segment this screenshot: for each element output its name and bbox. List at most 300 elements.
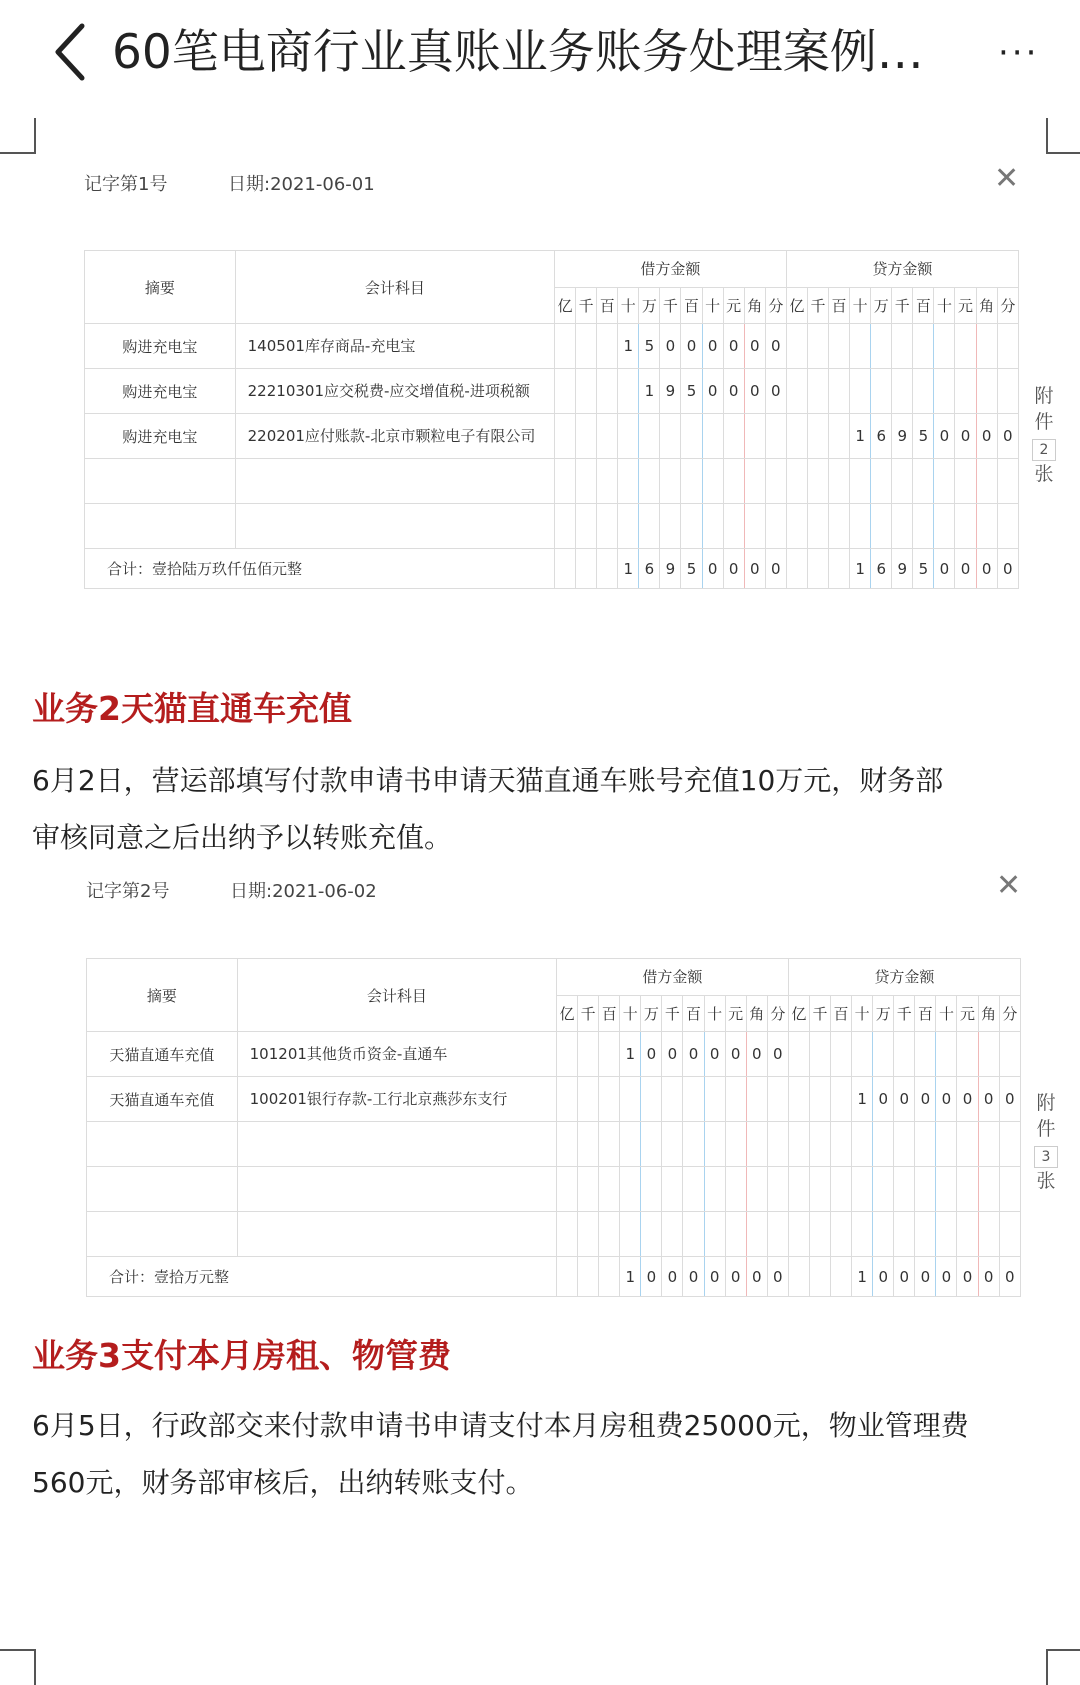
credit-digit [934,459,955,504]
debit-digit [597,459,618,504]
credit-digit: 5 [913,414,934,459]
section-heading: 业务2天猫直通车充值 [32,689,352,728]
credit-digit [809,1077,830,1122]
voucher-date: 日期:2021-06-02 [230,881,377,902]
credit-digit: 0 [936,1257,957,1297]
row-account: 220201应付账款-北京市颗粒电子有限公司 [235,414,554,459]
unit-header: 十 [850,287,871,324]
total-row [87,1257,1021,1297]
credit-digit: 6 [871,414,892,459]
debit-digit: 0 [765,324,786,369]
credit-digit [894,1212,915,1257]
row-summary: 天猫直通车充值 [87,1032,238,1077]
debit-digit: 0 [702,324,723,369]
debit-digit: 0 [765,549,786,589]
row-account [237,1167,556,1212]
credit-digit [852,1032,873,1077]
credit-digit [807,459,828,504]
debit-digit [683,1212,704,1257]
voucher-date: 日期:2021-06-01 [228,174,375,195]
credit-digit [957,1122,978,1167]
table-row [87,1167,1021,1212]
debit-digit: 1 [620,1032,641,1077]
debit-digit [765,414,786,459]
debit-digit [639,414,660,459]
debit-digit [578,1257,599,1297]
unit-header: 百 [913,287,934,324]
credit-digit [894,1167,915,1212]
debit-digit [557,1167,578,1212]
unit-header: 亿 [557,995,578,1032]
paragraph-line: 6月2日，营运部填写付款申请书申请天猫直通车账号充值10万元，财务部 [32,764,944,797]
debit-digit [744,459,765,504]
credit-digit [873,1212,894,1257]
crop-mark-top-left [0,118,36,154]
row-account: 100201银行存款-工行北京燕莎东支行 [237,1077,556,1122]
unit-header: 元 [723,287,744,324]
debit-digit [702,414,723,459]
debit-digit [620,1077,641,1122]
debit-digit [704,1077,725,1122]
credit-digit [807,369,828,414]
row-account [237,1212,556,1257]
account-header: 会计科目 [237,959,556,1032]
credit-digit: 0 [997,549,1018,589]
unit-header: 分 [997,287,1018,324]
debit-digit: 5 [681,369,702,414]
credit-digit: 9 [892,414,913,459]
debit-digit [725,1212,746,1257]
paragraph-line: 560元，财务部审核后，出纳转账支付。 [32,1466,534,1499]
unit-header: 万 [873,995,894,1032]
credit-digit [871,504,892,549]
credit-digit [957,1212,978,1257]
debit-digit [599,1167,620,1212]
row-account: 140501库存商品-充电宝 [235,324,554,369]
credit-digit [957,1167,978,1212]
debit-digit: 0 [641,1032,662,1077]
voucher-table [86,958,1021,1297]
debit-digit: 1 [639,369,660,414]
credit-digit: 0 [997,414,1018,459]
table-row [85,414,1019,459]
credit-digit [786,549,807,589]
debit-digit [704,1122,725,1167]
credit-digit [892,504,913,549]
unit-header: 分 [767,995,788,1032]
row-account [235,504,554,549]
credit-digit [788,1212,809,1257]
credit-digit: 0 [915,1077,936,1122]
credit-digit: 0 [999,1077,1020,1122]
debit-digit [557,1077,578,1122]
credit-digit: 1 [850,549,871,589]
page-title: 60笔电商行业真账业务账务处理案例… [112,25,924,80]
table-row [87,1032,1021,1077]
credit-digit [957,1032,978,1077]
credit-digit [850,504,871,549]
debit-digit: 0 [681,324,702,369]
table-row [85,504,1019,549]
debit-digit: 0 [662,1032,683,1077]
debit-digit [662,1077,683,1122]
unit-header: 十 [704,995,725,1032]
row-summary: 购进充电宝 [85,414,236,459]
credit-digit [852,1167,873,1212]
credit-digit [786,459,807,504]
table-row [85,459,1019,504]
debit-digit: 0 [746,1032,767,1077]
credit-digit [915,1122,936,1167]
debit-digit: 0 [725,1257,746,1297]
credit-digit [829,369,850,414]
credit-digit [871,369,892,414]
credit-digit [999,1212,1020,1257]
debit-digit [620,1167,641,1212]
credit-digit [999,1167,1020,1212]
debit-digit [662,1122,683,1167]
credit-digit [978,1167,999,1212]
credit-digit [955,324,976,369]
credit-digit [850,369,871,414]
credit-digit [936,1032,957,1077]
debit-digit [578,1167,599,1212]
credit-digit: 0 [934,549,955,589]
credit-digit [955,504,976,549]
credit-digit [934,324,955,369]
debit-header: 借方金额 [557,959,789,996]
credit-digit: 0 [978,1257,999,1297]
debit-digit [597,414,618,459]
credit-digit [913,369,934,414]
unit-header: 十 [702,287,723,324]
debit-digit [704,1167,725,1212]
debit-digit [767,1122,788,1167]
credit-digit [831,1212,852,1257]
attach-count-value: 3 [1034,1146,1058,1168]
credit-digit [934,369,955,414]
credit-digit: 0 [976,414,997,459]
credit-digit [894,1122,915,1167]
credit-digit [955,369,976,414]
total-text: 合计：壹拾万元整 [87,1257,557,1297]
credit-digit [915,1167,936,1212]
debit-digit [767,1167,788,1212]
attach-count-value: 2 [1032,439,1056,461]
debit-digit [597,549,618,589]
credit-digit [829,549,850,589]
attach-label: 件 [1036,1118,1056,1140]
debit-digit [597,504,618,549]
debit-digit [641,1212,662,1257]
debit-digit [765,504,786,549]
credit-digit: 0 [957,1257,978,1297]
debit-digit: 0 [744,324,765,369]
credit-digit [809,1212,830,1257]
credit-digit [831,1257,852,1297]
credit-digit [976,459,997,504]
debit-digit [555,504,576,549]
unit-header: 千 [807,287,828,324]
debit-digit: 0 [725,1032,746,1077]
debit-digit: 9 [660,549,681,589]
credit-digit [978,1212,999,1257]
debit-digit [746,1167,767,1212]
debit-digit: 0 [702,549,723,589]
row-account: 22210301应交税费-应交增值税-进项税额 [235,369,554,414]
credit-digit [850,324,871,369]
unit-header: 百 [597,287,618,324]
unit-header: 角 [744,287,765,324]
debit-digit [620,1122,641,1167]
unit-header: 十 [852,995,873,1032]
debit-digit [683,1077,704,1122]
total-text: 合计：壹拾陆万玖仟伍佰元整 [85,549,555,589]
credit-digit [978,1032,999,1077]
debit-digit: 1 [618,324,639,369]
chevron-left-icon[interactable] [48,20,96,84]
debit-digit [618,504,639,549]
credit-digit [997,369,1018,414]
row-summary [87,1167,238,1212]
unit-header: 百 [683,995,704,1032]
debit-digit [618,459,639,504]
unit-header: 十 [620,995,641,1032]
credit-digit [892,369,913,414]
debit-digit [746,1212,767,1257]
credit-digit [831,1122,852,1167]
paragraph-line: 6月5日，行政部交来付款申请书申请支付本月房租费25000元，物业管理费 [32,1409,969,1442]
credit-digit: 0 [894,1257,915,1297]
table-row [87,1212,1021,1257]
unit-header: 角 [978,995,999,1032]
credit-digit: 1 [850,414,871,459]
credit-digit [892,459,913,504]
debit-digit [681,459,702,504]
crop-mark-bottom-left [0,1649,36,1685]
debit-digit [702,459,723,504]
credit-digit [829,324,850,369]
credit-digit [976,369,997,414]
credit-digit [871,459,892,504]
credit-digit [955,459,976,504]
credit-header: 贷方金额 [786,251,1018,288]
credit-digit [829,504,850,549]
credit-digit [913,504,934,549]
credit-digit: 1 [852,1077,873,1122]
credit-digit [831,1077,852,1122]
credit-digit: 0 [999,1257,1020,1297]
credit-digit: 0 [936,1077,957,1122]
credit-digit [915,1032,936,1077]
debit-digit [576,549,597,589]
debit-digit [725,1122,746,1167]
debit-digit [578,1077,599,1122]
debit-digit [767,1212,788,1257]
unit-header: 万 [641,995,662,1032]
credit-digit [788,1077,809,1122]
credit-digit [788,1032,809,1077]
debit-digit [597,324,618,369]
credit-digit: 0 [957,1077,978,1122]
debit-digit [599,1212,620,1257]
row-summary: 购进充电宝 [85,324,236,369]
credit-digit: 0 [976,549,997,589]
debit-digit [597,369,618,414]
debit-digit [557,1257,578,1297]
row-summary [87,1122,238,1167]
credit-digit [786,414,807,459]
debit-digit: 0 [660,324,681,369]
unit-header: 角 [976,287,997,324]
debit-digit: 0 [744,549,765,589]
table-row [87,1077,1021,1122]
debit-digit [662,1212,683,1257]
debit-digit [555,549,576,589]
credit-digit: 0 [873,1257,894,1297]
close-icon[interactable]: ✕ [996,868,1022,903]
unit-header: 百 [831,995,852,1032]
credit-digit [852,1122,873,1167]
row-account [237,1122,556,1167]
credit-digit [997,324,1018,369]
debit-digit [681,414,702,459]
unit-header: 亿 [788,995,809,1032]
debit-digit: 0 [767,1257,788,1297]
more-options-button[interactable]: ··· [998,33,1040,73]
row-summary [85,459,236,504]
credit-digit [934,504,955,549]
debit-digit [746,1122,767,1167]
credit-digit [852,1212,873,1257]
debit-digit: 1 [618,549,639,589]
credit-digit [936,1122,957,1167]
debit-digit [746,1077,767,1122]
unit-header: 元 [725,995,746,1032]
debit-digit [555,369,576,414]
total-row [85,549,1019,589]
debit-digit [576,414,597,459]
debit-digit [576,459,597,504]
debit-digit [723,504,744,549]
attachment-count [1024,383,1064,487]
credit-digit [997,459,1018,504]
debit-digit [765,459,786,504]
credit-digit: 0 [955,549,976,589]
attach-label: 张 [1036,1170,1056,1192]
row-account: 101201其他货币资金-直通车 [237,1032,556,1077]
voucher-number: 记字第2号 [86,881,170,902]
crop-mark-bottom-right [1046,1649,1080,1685]
debit-digit [744,414,765,459]
debit-digit [599,1122,620,1167]
section-paragraph [32,752,1052,866]
unit-header: 十 [934,287,955,324]
credit-digit [873,1032,894,1077]
credit-digit [831,1032,852,1077]
unit-header: 千 [660,287,681,324]
top-bar [0,0,1080,108]
unit-header: 千 [578,995,599,1032]
debit-digit: 0 [704,1032,725,1077]
unit-header: 千 [894,995,915,1032]
debit-digit [555,324,576,369]
voucher-number: 记字第1号 [84,174,168,195]
credit-digit: 0 [915,1257,936,1297]
unit-header: 十 [936,995,957,1032]
attach-label: 附 [1036,1092,1056,1114]
credit-digit: 0 [978,1077,999,1122]
debit-digit: 0 [641,1257,662,1297]
attach-label: 件 [1034,411,1054,433]
crop-mark-top-right [1046,118,1080,154]
unit-header: 亿 [786,287,807,324]
debit-digit [578,1032,599,1077]
debit-digit [618,414,639,459]
account-header: 会计科目 [235,251,554,324]
credit-digit [788,1257,809,1297]
debit-digit: 0 [765,369,786,414]
debit-digit: 5 [639,324,660,369]
attachment-count [1026,1090,1066,1194]
unit-header: 元 [957,995,978,1032]
debit-digit [702,504,723,549]
table-row [85,324,1019,369]
debit-digit: 1 [620,1257,641,1297]
debit-digit: 0 [683,1032,704,1077]
section-paragraph [32,1397,1052,1511]
attach-label: 附 [1034,385,1054,407]
credit-digit [894,1032,915,1077]
close-icon[interactable]: ✕ [994,161,1020,196]
debit-digit [555,414,576,459]
debit-digit: 0 [683,1257,704,1297]
unit-header: 千 [662,995,683,1032]
credit-digit [892,324,913,369]
debit-digit [599,1257,620,1297]
debit-digit: 0 [744,369,765,414]
unit-header: 分 [999,995,1020,1032]
credit-digit [788,1122,809,1167]
credit-digit [997,504,1018,549]
debit-digit [620,1212,641,1257]
debit-digit [639,504,660,549]
credit-digit: 0 [934,414,955,459]
unit-header: 万 [639,287,660,324]
debit-digit: 0 [662,1257,683,1297]
unit-header: 千 [576,287,597,324]
debit-digit [618,369,639,414]
credit-digit [999,1032,1020,1077]
debit-digit: 0 [723,369,744,414]
debit-digit [723,459,744,504]
summary-header: 摘要 [87,959,238,1032]
table-row [85,369,1019,414]
debit-digit [578,1122,599,1167]
credit-digit [807,414,828,459]
debit-header: 借方金额 [555,251,787,288]
debit-digit [578,1212,599,1257]
row-summary [85,504,236,549]
unit-header: 元 [955,287,976,324]
debit-digit [599,1077,620,1122]
debit-digit [641,1122,662,1167]
credit-digit: 9 [892,549,913,589]
debit-digit: 9 [660,369,681,414]
row-summary: 天猫直通车充值 [87,1077,238,1122]
debit-digit [557,1032,578,1077]
credit-digit: 0 [955,414,976,459]
